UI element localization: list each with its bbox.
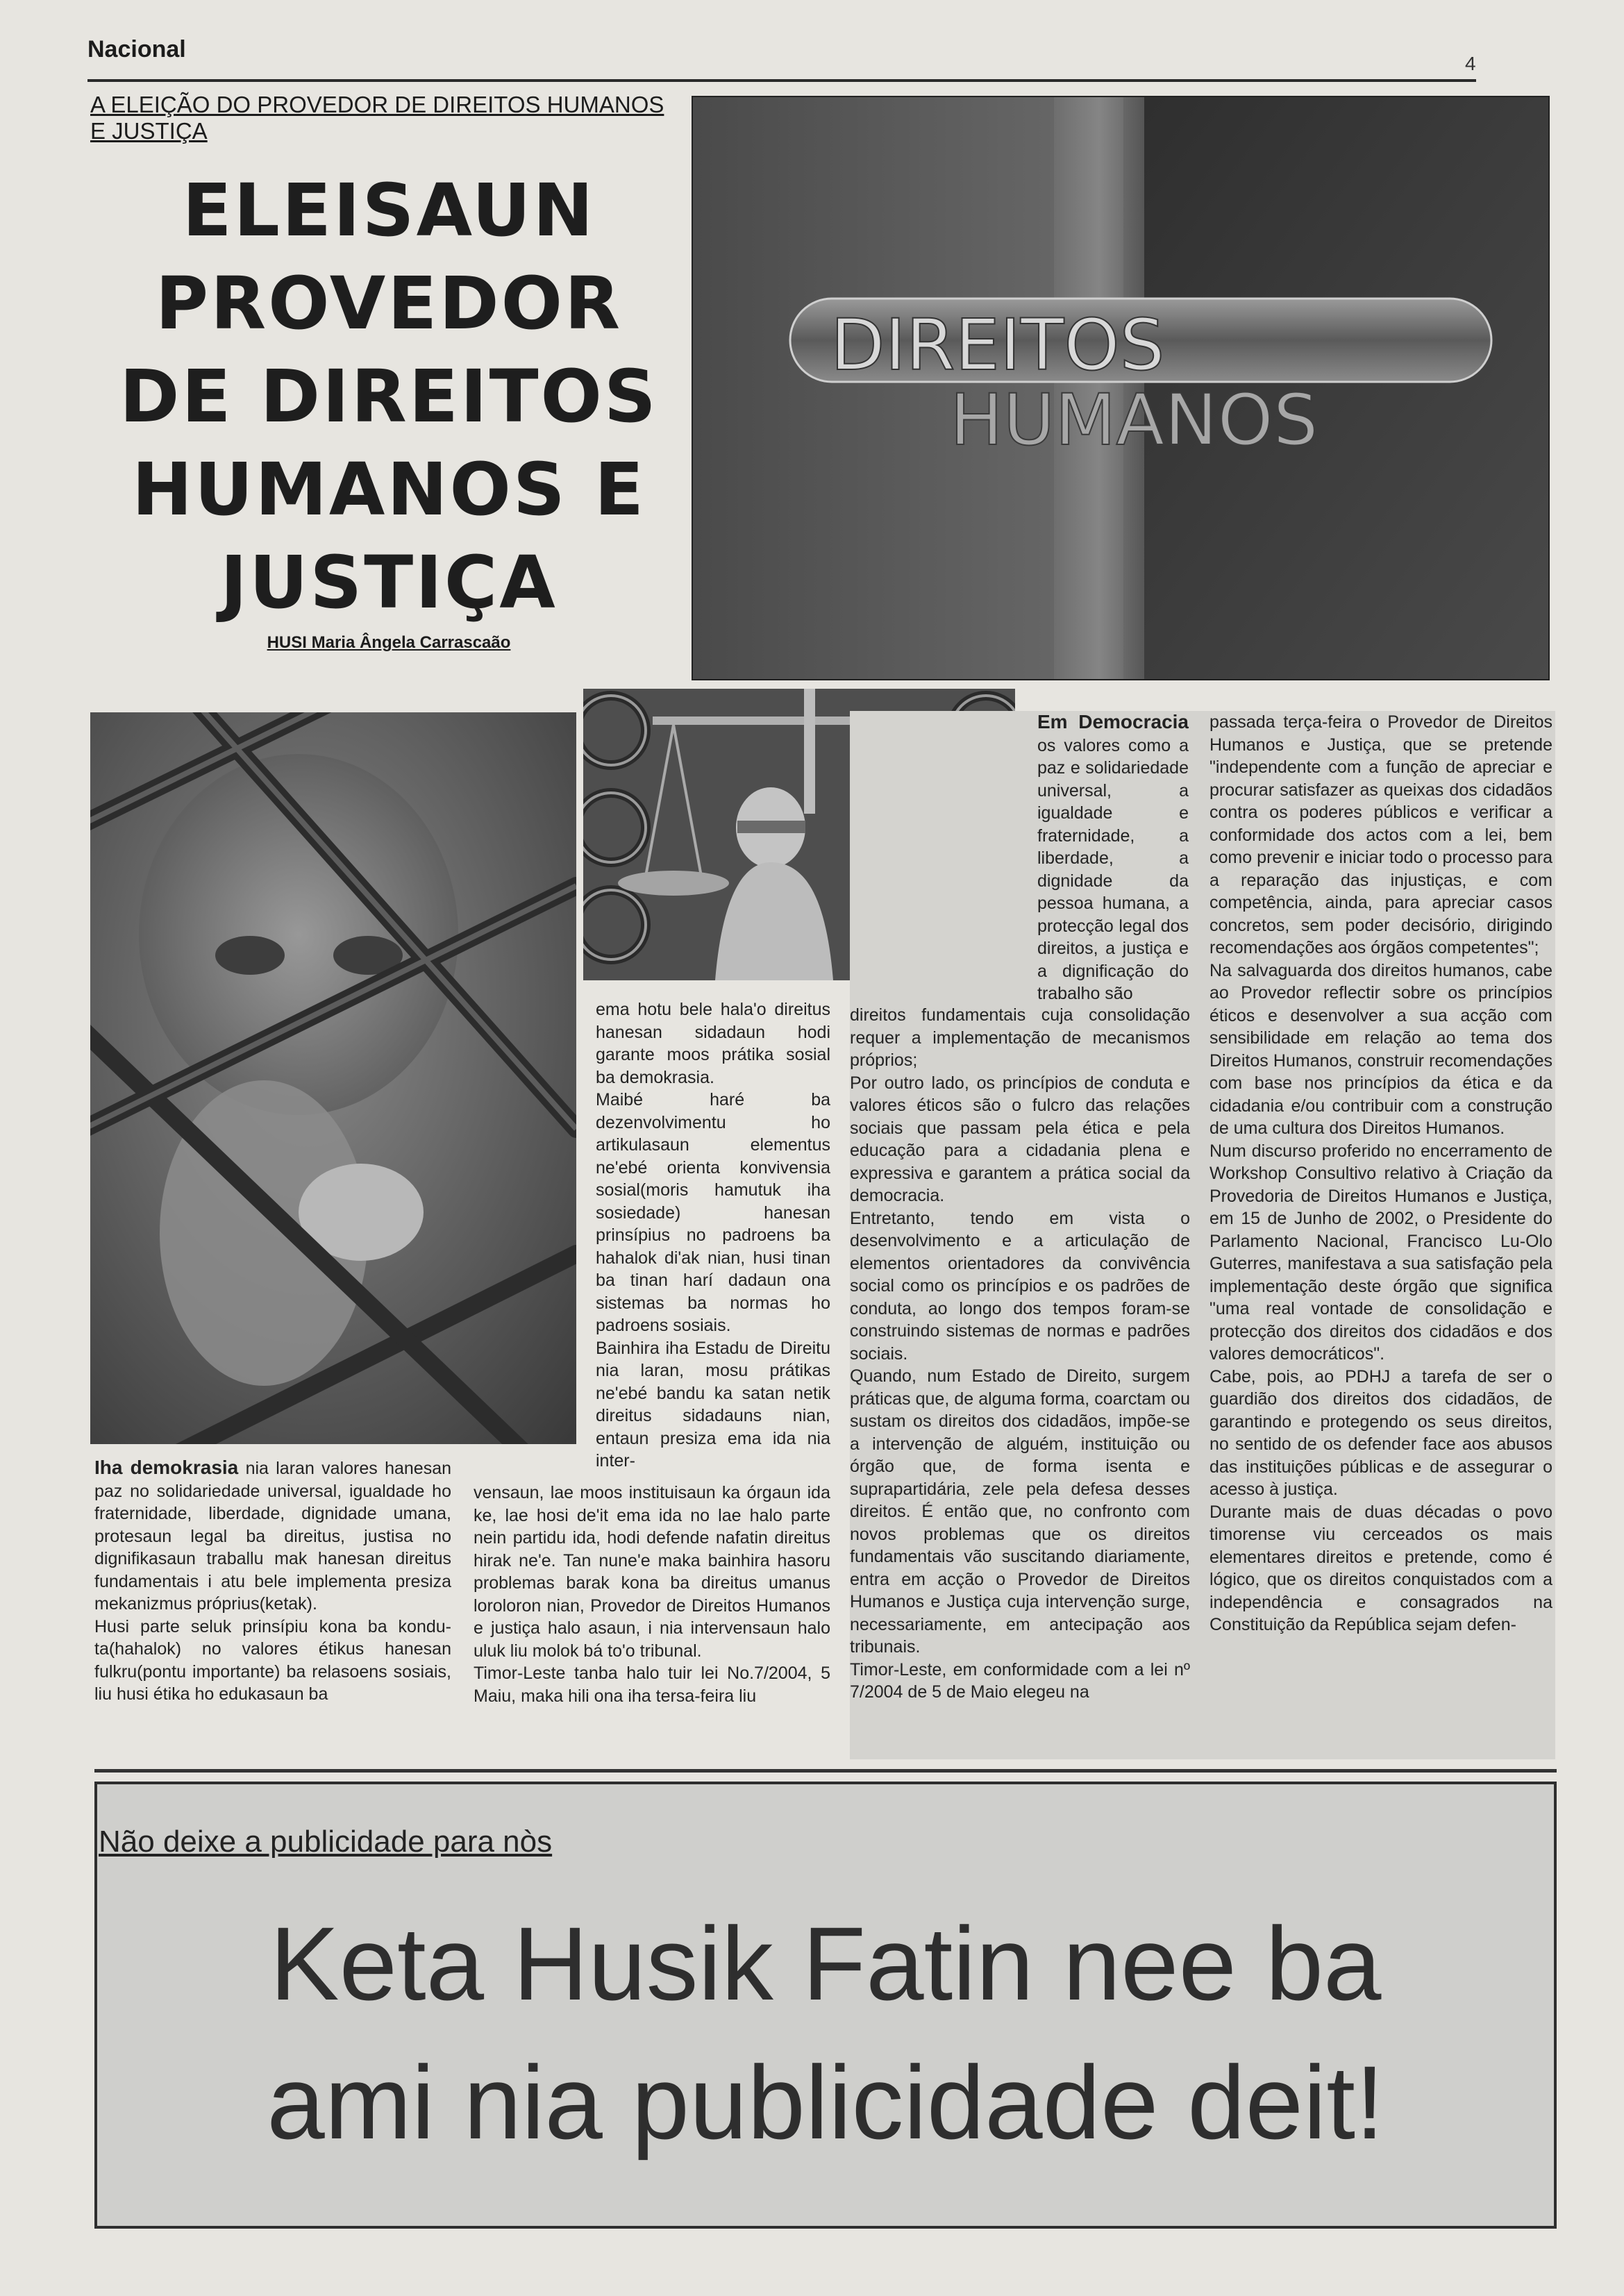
ad-slogan: [94, 1894, 1557, 2172]
headline-line: JUSTIÇA: [220, 540, 558, 625]
paragraph: Entretanto, tendo em vista o desenvolvimento e a articulação de elementos orientadores da convivência social como os princípios e os padrões de conduta, ao longo dos tempos foram-se construindo sistemas de normas e padrões sociais.: [850, 1208, 1190, 1364]
paragraph: Timor-Leste tanba halo tuir lei No.7/2004, 5 Maiu, maka hili ona iha tersa-feira liu: [474, 1664, 830, 1706]
headline-line: ELEISAUN: [182, 168, 596, 253]
paragraph: Por outro lado, os princípios de conduta e valores éticos são o fulcro das relações sociais que passam pela ética e pela educação para a cidadania plena e expressiva e garantem a prática social da democracia.: [850, 1073, 1190, 1205]
paragraph: ema hotu bele hala'o direitus hanesan sidadaun hodi garante moos prátika sosial ba demokrasia.: [596, 1000, 830, 1087]
paragraph: Maibé haré ba dezenvolvimentu ho artikulasaun elementus ne'ebé orienta konvivensia sosial(moris hamutuk iha sosiedade) hanesan prinsípius no padroens ba hahalok di'ak nian, husi tinan ba tinan harí dadaun ona sistemas ba normas ho padroens sosiais.: [596, 1090, 830, 1335]
paragraph: Durante mais de duas décadas o povo timorense viu cerceados os mais elementares direitos e pretende, como é lógico, que os direitos conquistados com a independência e consagrados na Constituição da República sejam defen-: [1209, 1502, 1552, 1634]
headline-line: HUMANOS E: [131, 447, 646, 532]
headline-line: DE DIREITOS: [119, 354, 658, 439]
ad-kicker: Não deixe a publicidade para nòs: [99, 1825, 553, 1859]
ad-slogan-line: Keta Husik Fatin nee ba: [269, 1905, 1382, 2022]
paragraph: Num discurso proferido no encerramento de Workshop Consultivo relativo à Criação da Provedoria de Direitos Humanos e Justiça, em 15 de Junho de 2002, o Presidente do Parlamento Nacional, Francisco Lu-Olo Guterres, manifestava a sua satisfação pela implementação deste órgão que significa "uma real vontade de consolidação e protecção dos direitos dos cidadãos e dos valores democráticos".: [1209, 1141, 1552, 1364]
paragraph: direitos fundamentais cuja consolidação requer a implementação de mecanismos próprios;: [850, 1005, 1190, 1070]
paragraph: vensaun, lae moos instituisaun ka órgaun ida ke, lae hosi de'it ema ida no lae halo parte nein partidu ida, hodi defende nafatin direitus hirak ne'e. Tan nune'e maka bainhira hasoru problemas barak kona ba direitus umanus loroloron nian, Provedor de Direitos Humanos e justiça halo asaun, i nia intervensaun halo uluk liu molok bá to'o tribunal.: [474, 1483, 830, 1661]
article-column-portuguese-1-lower: [850, 1004, 1190, 1704]
paragraph-text: nia laran valores hanesan paz no solidariedade universal, igualdade ho fraternidade, liberdade, dignidade umana, protesaun legal ba direitus, justisa no dignifikasaun traballu mak hanesan direitus fundamentais i atu bele implementa presiza mekanizmus próprius(ketak).: [94, 1459, 451, 1614]
article-headline: [90, 164, 687, 629]
kicker-line: E JUSTIÇA: [90, 118, 208, 144]
page-number: 4: [1465, 53, 1476, 74]
paragraph: Quando, num Estado de Direito, surgem práticas que, de alguma forma, coarctam ou sustam os direitos dos cidadãos, impõe-se a intervenção de alguém, instituição ou órgão que, de forma isenta e suprapartidária, zele pela defesa desses direitos. É então que, no confronto com novos problemas que os direitos fundamentais vão suscitando diariamente, entra em acção o Provedor de Direitos Humanos e Justiça cuja intervenção surge, necessariamente, em antecipação aos tribunais.: [850, 1366, 1190, 1657]
paragraph: Cabe, pois, ao PDHJ a tarefa de ser o guardião dos direitos dos cidadãos, de garantindo e protegendo os seus direitos, no sentido de os defender face aos abusos das instituições públicas e de assegurar o acesso à justiça.: [1209, 1366, 1552, 1499]
direitos-humanos-image: [692, 96, 1550, 680]
paragraph: Husi parte seluk prinsípiu kona ba kondu-ta(hahalok) no valores étikus hanesan fulkru(pontu importante) ba relasoens sosiais, liu husi étika ho edukasaun ba: [94, 1616, 451, 1704]
paragraph: [1037, 711, 1189, 1005]
image-text-humanos: HUMANOS: [950, 379, 1319, 462]
paragraph: Na salvaguarda dos direitos humanos, cabe ao Provedor reflectir sobre os princípios éticos e desenvolver a sua acção com sensibilidade em relação ao tema dos Direitos Humanos, construir recomendações com base nos princípios da ética e da cidadania e/ou contribuir com a construção de uma cultura dos Direitos Humanos.: [1209, 960, 1552, 1138]
image-text-direitos: DIREITOS: [830, 304, 1165, 387]
chain-link-fence-photo: [90, 712, 576, 1444]
lead-in: Em Democracia: [1037, 711, 1189, 732]
paragraph-text: os valores como a paz e solidariedade universal, a igualdade e fraternidade, a liberdade, a dignidade da pessoa humana, a protecção legal dos direitos, a justiça e a dignificação do trabalho são: [1037, 735, 1189, 1003]
article-column-tetum-1: [94, 1457, 451, 1706]
article-column-portuguese-1-upper: [1037, 711, 1189, 1005]
paragraph: [94, 1457, 451, 1616]
paragraph: Timor-Leste, em conformidade com a lei nº 7/2004 de 5 de Maio elegeu na: [850, 1659, 1190, 1702]
article-kicker: [90, 92, 694, 144]
article-column-portuguese-2: [1209, 711, 1552, 1636]
lead-in: Iha demokrasia: [94, 1457, 239, 1478]
article-column-tetum-2-lower: [474, 1482, 830, 1707]
article-column-tetum-2-upper: [596, 998, 830, 1473]
headline-line: PROVEDOR: [155, 261, 623, 346]
header-rule: [87, 79, 1476, 82]
kicker-line: A ELEIÇÃO DO PROVEDOR DE DIREITOS HUMANOS: [90, 92, 664, 117]
ad-separator-rule: [94, 1769, 1557, 1773]
article-byline: HUSI Maria Ângela Carrascaão: [267, 633, 511, 652]
paragraph: Bainhira iha Estadu de Direitu nia laran, mosu prátikas ne'ebé bandu ka satan netik direitus sidadauns nian, entaun presiza ema ida nia inter-: [596, 1338, 830, 1470]
paragraph: passada terça-feira o Provedor de Direitos Humanos e Justiça, que se pretende "independente com a função de apreciar e procurar satisfazer as queixas dos cidadãos contra os poderes públicos e verificar a conformidade dos actos com a lei, bem como prevenir e iniciar todo o processo para a reparação das injustiças, e com competência, ainda, para apreciar casos concretos, sem poder decisório, dirigindo recomendações aos órgãos competentes";: [1209, 712, 1552, 957]
section-label: Nacional: [87, 36, 186, 62]
ad-slogan-line: ami nia publicidade deit!: [267, 2044, 1384, 2161]
